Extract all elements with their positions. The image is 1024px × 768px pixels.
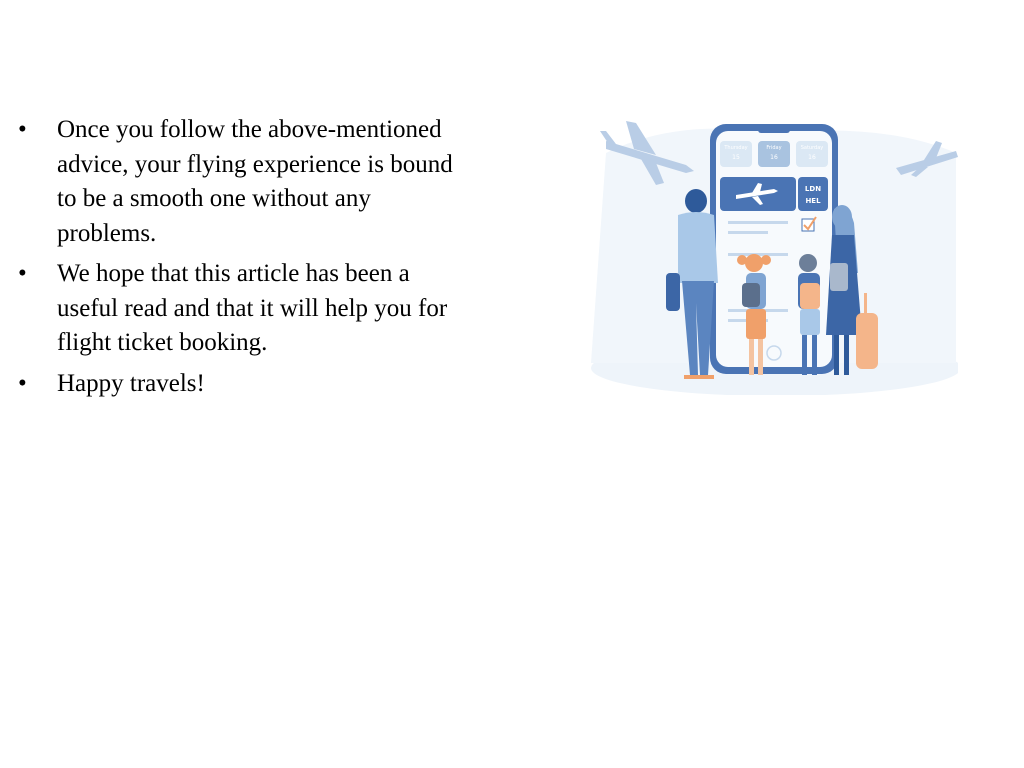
backpack-icon [742,283,760,307]
bullet-text: Once you follow the above-mentioned advice, your flying experience is bound to be a smooth one without any problems. [57,116,453,247]
route-from: LDN [804,185,822,193]
day-name: Friday [766,145,782,151]
bullet-marker: • [18,116,27,143]
day-name: Saturday [800,145,824,151]
day-tab [720,141,752,167]
route-to: HEL [805,197,821,205]
bullet-item [18,113,473,251]
list-line [728,231,768,234]
phone-notch [758,127,790,133]
list-line [728,221,788,224]
day-tab [796,141,828,167]
day-date: 15 [732,154,740,161]
bag-icon [830,263,848,291]
bullet-text: Happy travels! [57,369,205,397]
bullet-list [18,113,473,407]
bullet-marker: • [18,260,27,287]
bullet-item [18,367,473,402]
day-name: Thursday [724,145,748,151]
day-tab-selected [758,141,790,167]
day-date: 16 [770,154,778,161]
bag-icon [666,273,680,311]
suitcase-icon [856,313,878,369]
route-card [798,177,828,211]
travel-booking-illustration [586,113,958,395]
backpack-icon [800,283,820,309]
bullet-text: We hope that this article has been a useful read and that it will help you for flight ticket booking. [57,260,448,356]
bullet-marker: • [18,369,27,397]
bullet-item [18,257,473,361]
day-date: 16 [808,154,816,161]
